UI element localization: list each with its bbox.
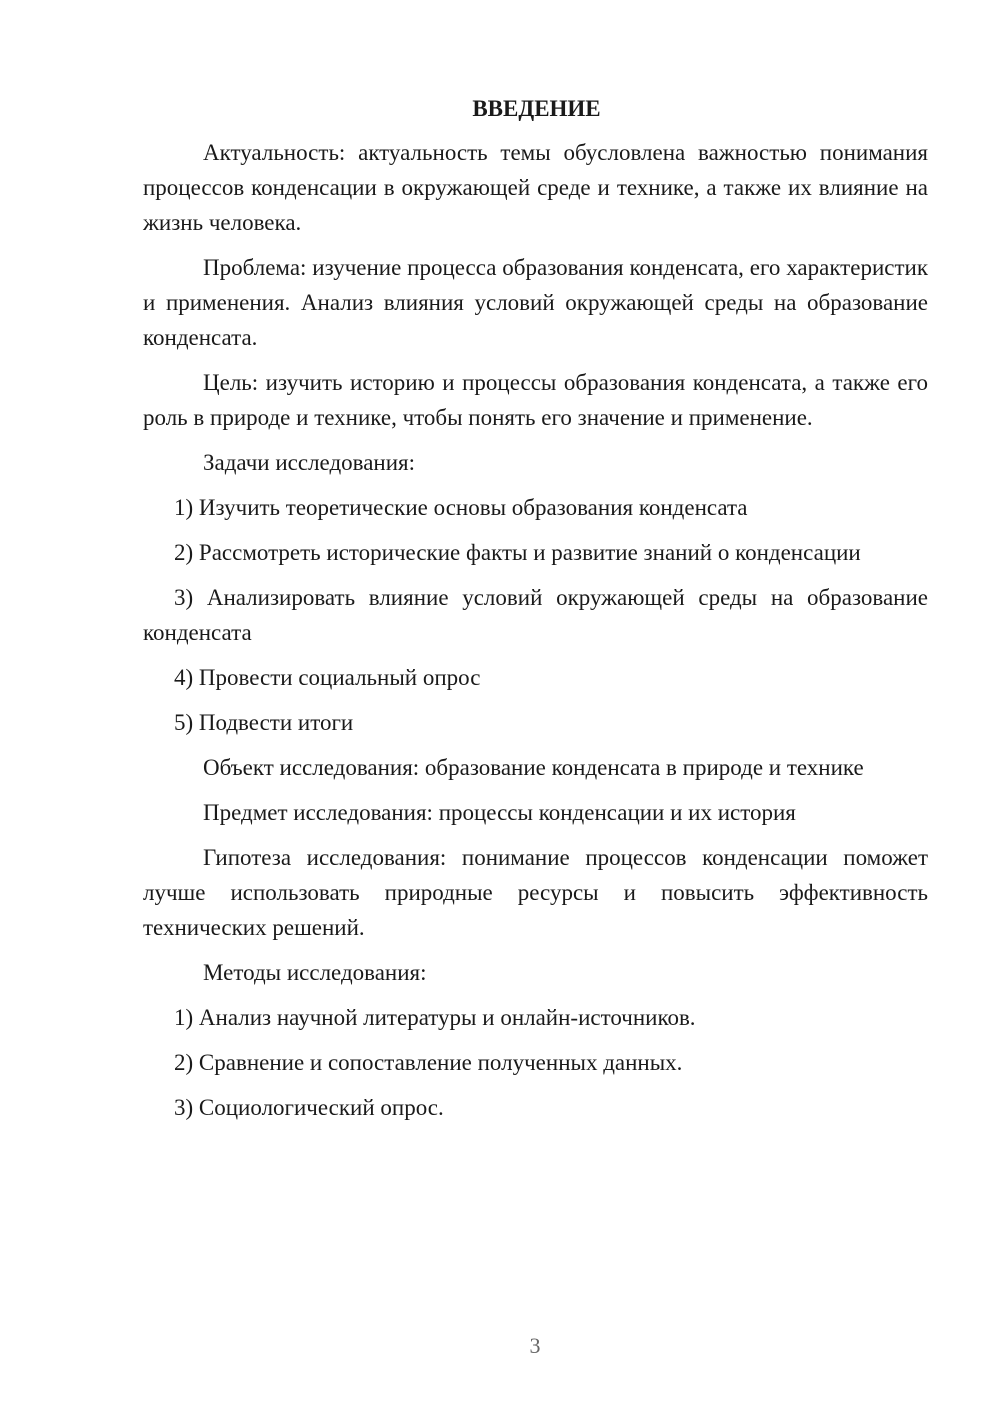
page-number: 3 (529, 1333, 541, 1358)
method-item: 1) Анализ научной литературы и онлайн-источников. (174, 1005, 696, 1030)
method-item: 3) Социологический опрос. (174, 1095, 444, 1120)
task-item: 3) Анализировать влияние условий окружающей среды на образование конденсата (143, 585, 928, 645)
methods-heading: Методы исследования: (203, 960, 427, 985)
subject-paragraph: Предмет исследования: процессы конденсации и их история (203, 800, 796, 825)
relevance-paragraph: Актуальность: актуальность темы обусловлена важностью понимания процессов конденсации в окружающей среде и технике, а также их влияние на жизнь человека. (143, 140, 928, 235)
object-paragraph: Объект исследования: образование конденсата в природе и технике (203, 755, 864, 780)
hypothesis-paragraph: Гипотеза исследования: понимание процессов конденсации поможет лучше использовать природные ресурсы и повысить эффективность технических решений. (143, 845, 928, 940)
method-item: 2) Сравнение и сопоставление полученных данных. (174, 1050, 683, 1075)
problem-paragraph: Проблема: изучение процесса образования конденсата, его характеристик и применения. Анализ влияния условий окружающей среды на образование конденсата. (143, 255, 928, 350)
task-item: 1) Изучить теоретические основы образования конденсата (174, 495, 748, 520)
tasks-heading: Задачи исследования: (203, 450, 416, 475)
task-item: 5) Подвести итоги (174, 710, 354, 735)
task-item: 2) Рассмотреть исторические факты и развитие знаний о конденсации (174, 540, 861, 565)
task-item: 4) Провести социальный опрос (174, 665, 481, 690)
goal-paragraph: Цель: изучить историю и процессы образования конденсата, а также его роль в природе и технике, чтобы понять его значение и применение. (143, 370, 928, 430)
document-page (143, 93, 928, 1135)
page-title: ВВЕДЕНИЕ (472, 96, 601, 121)
